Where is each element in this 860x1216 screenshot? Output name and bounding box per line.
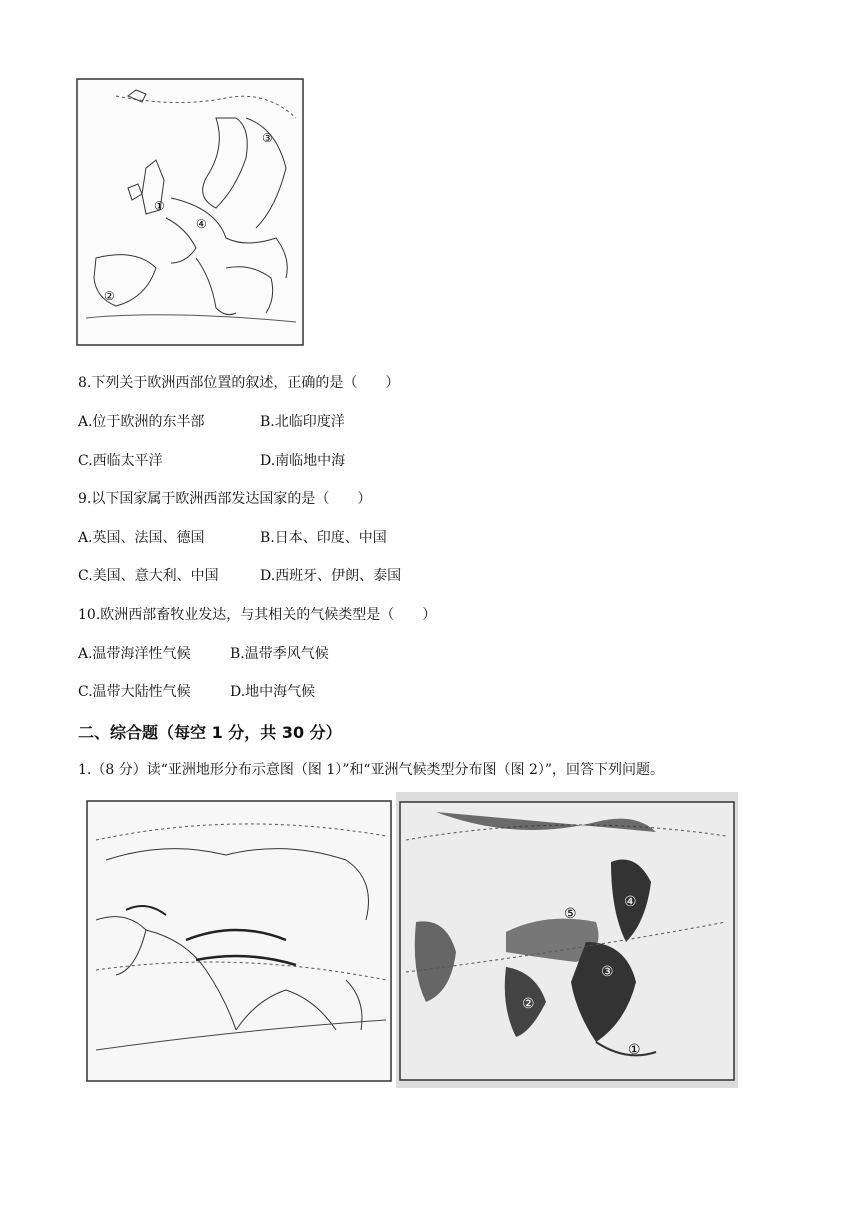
- question-8-stem: 8.下列关于欧洲西部位置的叙述，正确的是（ ）: [78, 375, 400, 391]
- q10-option-b: B.温带季风气候: [230, 646, 329, 662]
- q10-option-d: D.地中海气候: [230, 684, 316, 700]
- question-9-stem: 9.以下国家属于欧洲西部发达国家的是（ ）: [78, 491, 372, 507]
- q8-option-d: D.南临地中海: [260, 453, 346, 469]
- marker-3: ③: [262, 131, 273, 145]
- marker-2: ②: [104, 289, 115, 303]
- q8-option-b: B.北临印度洋: [260, 414, 345, 430]
- marker-4: ④: [196, 217, 207, 231]
- climate-marker-2: ②: [522, 996, 535, 1012]
- europe-map: [76, 78, 304, 346]
- q9-option-a: A.英国、法国、德国: [78, 530, 205, 546]
- q9-option-b: B.日本、印度、中国: [260, 530, 387, 546]
- question-10-stem: 10.欧洲西部畜牧业发达，与其相关的气候类型是（ ）: [78, 607, 437, 623]
- q8-option-c: C.西临太平洋: [78, 453, 163, 469]
- section-2-question-1: 1.（8 分）读“亚洲地形分布示意图（图 1）”和“亚洲气候类型分布图（图 2）”，回答下列问题。: [78, 762, 665, 778]
- asia-terrain-map: [86, 800, 392, 1082]
- q8-option-a: A.位于欧洲的东半部: [78, 414, 205, 430]
- q10-option-c: C.温带大陆性气候: [78, 684, 191, 700]
- climate-marker-3: ③: [601, 964, 614, 980]
- climate-marker-4: ④: [624, 894, 637, 910]
- q9-option-d: D.西班牙、伊朗、泰国: [260, 568, 402, 584]
- climate-marker-1: ①: [628, 1042, 641, 1058]
- climate-marker-5: ⑤: [564, 906, 577, 922]
- section-2-title: 二、综合题（每空 1 分，共 30 分）: [78, 723, 342, 742]
- q9-option-c: C.美国、意大利、中国: [78, 568, 219, 584]
- marker-1: ①: [154, 199, 165, 213]
- asia-climate-map: [396, 792, 738, 1088]
- q10-option-a: A.温带海洋性气候: [78, 646, 191, 662]
